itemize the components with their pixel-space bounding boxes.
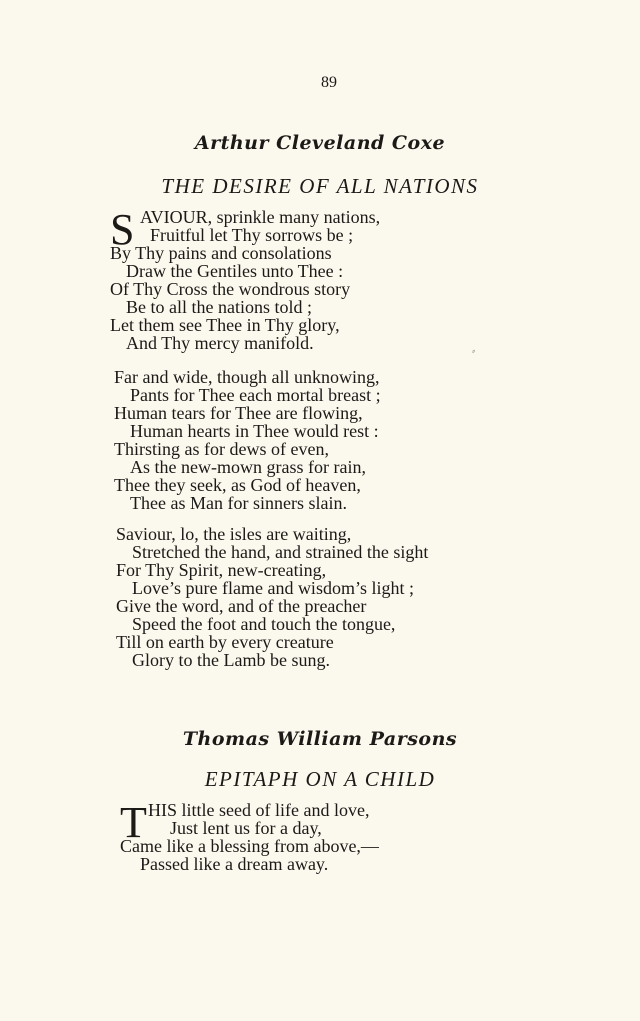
poem-line: Draw the Gentiles unto Thee : [126,261,344,281]
poem-line: Human hearts in Thee would rest : [130,421,379,441]
margin-mark: ⸗ [472,346,476,357]
poem-line: Thee as Man for sinners slain. [130,493,347,513]
poem-line: Pants for Thee each mortal breast ; [130,385,381,405]
poem-line: Human tears for Thee are flowing, [114,403,363,423]
author-heading: Arthur Cleveland Coxe [194,132,446,154]
poem-line: Give the word, and of the preacher [116,596,367,616]
poem-line: Till on earth by every creature [116,632,334,652]
poem-line: By Thy pains and consolations [110,243,332,263]
poem-title: EPITAPH ON A CHILD [204,767,436,791]
poem-line: Let them see Thee in Thy glory, [110,315,340,335]
stanza [110,205,381,353]
poem-line: Glory to the Lamb be sung. [132,650,330,670]
poem-line: Be to all the nations told ; [126,297,312,317]
poem-line: Stretched the hand, and strained the sight [132,542,429,562]
poem-line: Thirsting as for dews of even, [114,439,329,459]
stanza [114,368,381,512]
poem-line: AVIOUR, sprinkle many nations, [140,207,381,227]
author-heading: Thomas William Parsons [182,728,458,750]
poem-line: Saviour, lo, the isles are waiting, [116,524,352,544]
poem-line: Speed the foot and touch the tongue, [132,614,396,634]
poem-line: Of Thy Cross the wondrous story [110,279,351,299]
poem-line: Came like a blessing from above,— [120,836,379,856]
stanza [116,525,428,669]
stanza [120,798,379,874]
poem-line: And Thy mercy manifold. [126,333,314,353]
poem-line: As the new-mown grass for rain, [130,457,366,477]
page-number: 89 [321,74,337,91]
poem-line: Just lent us for a day, [170,818,322,838]
poem-line: For Thy Spirit, new-creating, [116,560,327,580]
drop-cap: S [110,205,135,254]
poem-line: Fruitful let Thy sorrows be ; [150,225,354,245]
drop-cap: T [120,798,147,847]
poem-line: Far and wide, though all unknowing, [114,367,380,387]
poem-line: HIS little seed of life and love, [148,800,370,820]
poem-line: Thee they seek, as God of heaven, [114,475,361,495]
poem-line: Love’s pure flame and wisdom’s light ; [132,578,414,598]
poem-title: THE DESIRE OF ALL NATIONS [161,174,479,198]
poem-line: Passed like a dream away. [140,854,329,874]
